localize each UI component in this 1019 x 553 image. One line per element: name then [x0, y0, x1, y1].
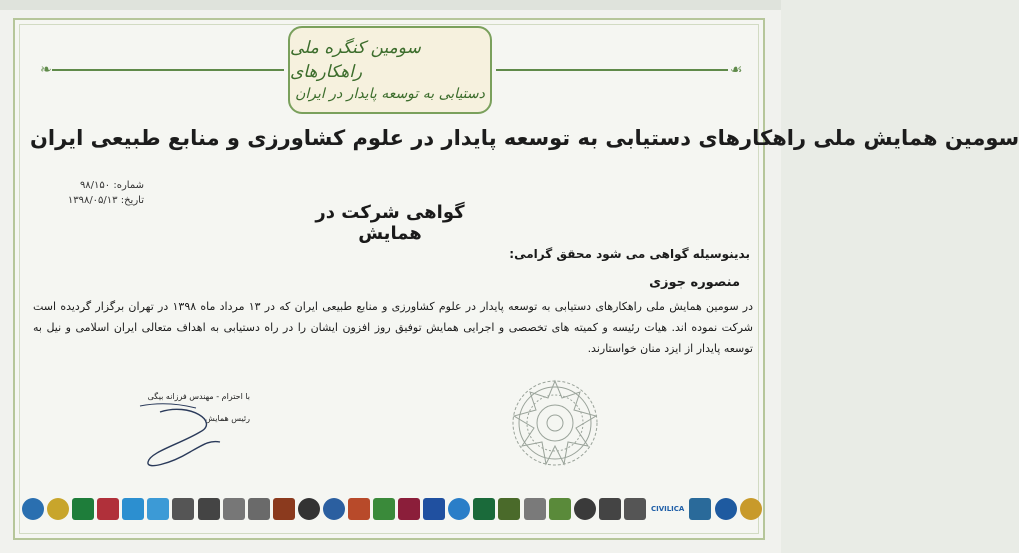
cartouche-line-1: سومین کنگره ملی راهکارهای	[290, 38, 421, 82]
certificate-date: تاریخ: ۱۳۹۸/۰۵/۱۳	[67, 195, 144, 206]
sponsor-logo-icon	[373, 498, 395, 520]
signature-block	[130, 392, 250, 472]
sponsor-logos-row	[22, 490, 762, 528]
sponsor-logo-icon	[740, 498, 762, 520]
sponsor-logo-icon	[423, 498, 445, 520]
conference-title: سومین همایش ملی راهکارهای دستیابی به توسعه پایدار در علوم کشاورزی و منابع طبیعی ایران	[30, 126, 1019, 150]
sponsor-logo-icon	[348, 498, 370, 520]
sponsor-logo-icon	[248, 498, 270, 520]
sponsor-logo-icon	[273, 498, 295, 520]
sponsor-logo-icon	[47, 498, 69, 520]
attestation-line: بدینوسیله گواهی می شود محقق گرامی:	[509, 247, 750, 261]
sponsor-logo-icon	[72, 498, 94, 520]
sponsor-logo-icon	[473, 498, 495, 520]
sponsor-logo-icon	[715, 498, 737, 520]
handwritten-signature-icon	[130, 392, 250, 472]
sponsor-logo-icon	[97, 498, 119, 520]
sponsor-logo-icon	[172, 498, 194, 520]
sponsor-logo-icon	[323, 498, 345, 520]
conference-logo-cartouche	[288, 26, 492, 114]
cartouche-line-2: دستیابی به توسعه پایدار در ایران	[295, 86, 485, 102]
banner-ornament-line-left	[52, 69, 284, 71]
signatory-role: رئیس همایش	[205, 414, 250, 423]
sponsor-logo-icon	[298, 498, 320, 520]
sponsor-logo-icon	[398, 498, 420, 520]
sponsor-logo-icon	[549, 498, 571, 520]
sponsor-logo-icon	[624, 498, 646, 520]
certificate-heading: گواهی شرکت در همایش	[315, 202, 465, 244]
sponsor-logo-icon	[524, 498, 546, 520]
signatory-name: با احترام - مهندس فرزانه بیگی	[147, 392, 250, 401]
certificate-number: شماره: ۹۸/۱۵۰	[79, 180, 144, 191]
sponsor-logo-icon	[147, 498, 169, 520]
sponsor-logo-icon: CIVILICA	[650, 505, 685, 513]
certificate-body: در سومین همایش ملی راهکارهای دستیابی به توسعه پایدار در علوم کشاورزی و منابع طبیعی ایران که در ۱۳ مرداد ماه ۱۳۹۸ در تهران برگزار گردیده است شرکت نموده اند. هیات رئیسه و کمیته های تخصصی و اجرایی همایش توفیق روز افزون ایشان را در راه دستیابی به اهداف متعالی ایران اسلامی و نیل به توسعه پایدار از ایزد منان خواستارند.	[33, 300, 753, 355]
banner-ornament-right-icon: ☙	[730, 62, 743, 78]
sponsor-logo-icon	[574, 498, 596, 520]
sponsor-logo-icon	[498, 498, 520, 520]
sponsor-logo-icon	[448, 498, 470, 520]
conference-seal-icon	[510, 378, 600, 468]
sponsor-logo-icon	[599, 498, 621, 520]
sponsor-logo-icon	[22, 498, 44, 520]
sponsor-logo-icon	[689, 498, 711, 520]
sponsor-logo-icon	[122, 498, 144, 520]
scan-top-strip	[0, 0, 781, 10]
banner-ornament-left-icon: ❧	[40, 62, 52, 78]
sponsor-logo-icon	[223, 498, 245, 520]
recipient-name: منصوره جوزی	[649, 275, 740, 290]
sponsor-logo-icon	[198, 498, 220, 520]
banner-ornament-line-right	[496, 69, 728, 71]
